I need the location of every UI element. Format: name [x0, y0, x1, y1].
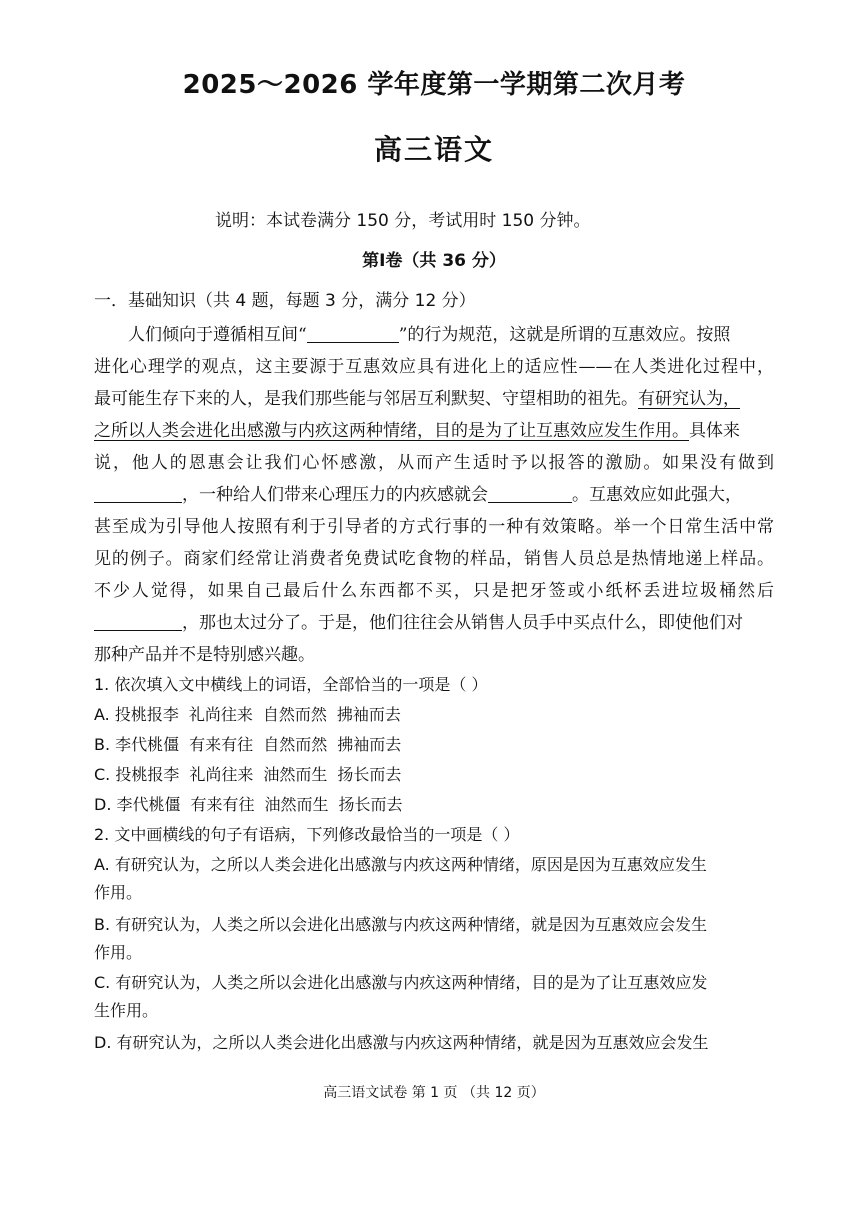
option-word: 油然而生 — [264, 795, 329, 814]
passage-line: 说，他人的恩惠会让我们心怀感激，从而产生适时予以报答的激励。如果没有做到 — [94, 453, 774, 473]
passage-line — [94, 384, 774, 414]
option-word: 有来有往 — [190, 795, 255, 814]
question-1-stem: 1. 依次填入文中横线上的词语，全部恰当的一项是（ ） — [94, 675, 488, 694]
passage-text: 具体来 — [689, 421, 740, 441]
underlined-sentence: 之所以人类会进化出感激与内疚这两种情绪，目的是为了让互惠效应发生作用。 — [94, 421, 689, 441]
option-word: 投桃报李 — [114, 705, 179, 724]
passage-text: ，一种给人们带来心理压力的内疚感就会 — [182, 485, 488, 505]
question-1-option-a — [94, 700, 411, 730]
passage-line — [94, 320, 774, 350]
question-2-option-b: B. 有研究认为，人类之所以会进化出感激与内疚这两种情绪，就是因为互惠效应会发生 — [94, 915, 708, 934]
option-word: 李代桃僵 — [115, 735, 180, 754]
part-heading: 一．基础知识（共 4 题，每题 3 分，满分 12 分） — [94, 291, 476, 311]
option-word: 李代桃僵 — [116, 795, 181, 814]
option-letter: A. — [94, 705, 110, 724]
volume-heading: 第Ⅰ卷（共 36 分） — [362, 251, 506, 271]
question-2-option-a-cont: 作用。 — [94, 883, 143, 902]
passage-line — [94, 608, 774, 638]
option-word: 油然而生 — [263, 765, 328, 784]
exam-title: 2025～2026 学年度第一学期第二次月考 — [182, 70, 686, 100]
option-word: 拂袖而去 — [337, 735, 402, 754]
passage-line: 甚至成为引导他人按照有利于引导者的方式行事的一种有效策略。举一个日常生活中常 — [94, 517, 774, 537]
question-2-option-b-cont: 作用。 — [94, 943, 143, 962]
option-word: 自然而然 — [262, 705, 327, 724]
question-1-option-d — [94, 790, 413, 820]
question-1-option-b — [94, 730, 411, 760]
passage-line — [94, 480, 774, 510]
option-letter: C. — [94, 765, 111, 784]
question-1-option-c — [94, 760, 411, 790]
passage-line: 不少人觉得，如果自己最后什么东西都不买，只是把牙签或小纸杯丢进垃圾桶然后 — [94, 581, 774, 601]
fill-blank-2 — [94, 484, 182, 503]
option-word: 礼尚往来 — [189, 765, 254, 784]
passage-text: 。互惠效应如此强大， — [572, 485, 742, 505]
option-word: 扬长而去 — [338, 795, 403, 814]
passage-text: 人们倾向于遵循相互间“ — [128, 325, 307, 345]
fill-blank-1 — [307, 324, 399, 343]
underlined-sentence: 有研究认为， — [638, 389, 740, 409]
question-2-option-c: C. 有研究认为，人类之所以会进化出感激与内疚这两种情绪，目的是为了让互惠效应发 — [94, 973, 708, 992]
option-word: 拂袖而去 — [336, 705, 401, 724]
passage-text: ”的行为规范，这就是所谓的互惠效应。按照 — [398, 325, 731, 345]
exam-note: 说明：本试卷满分 150 分，考试用时 150 分钟。 — [215, 211, 591, 231]
option-word: 礼尚往来 — [188, 705, 253, 724]
option-word: 投桃报李 — [115, 765, 180, 784]
option-word: 自然而然 — [263, 735, 328, 754]
question-2-option-a: A. 有研究认为，之所以人类会进化出感激与内疚这两种情绪，原因是因为互惠效应发生 — [94, 855, 707, 874]
passage-text: ，那也太过分了。于是，他们往往会从销售人员手中买点什么，即使他们对 — [182, 613, 743, 633]
option-letter: B. — [94, 735, 111, 754]
fill-blank-4 — [94, 612, 182, 631]
option-word: 有来有往 — [189, 735, 254, 754]
passage-text: 最可能生存下来的人，是我们那些能与邻居互利默契、守望相助的祖先。 — [94, 389, 638, 409]
passage-line: 见的例子。商家们经常让消费者免费试吃食物的样品，销售人员总是热情地递上样品。 — [94, 549, 774, 569]
option-word: 扬长而去 — [337, 765, 402, 784]
question-2-option-d: D. 有研究认为，之所以人类会进化出感激与内疚这两种情绪，就是因为互惠效应会发生 — [94, 1033, 709, 1052]
passage-line: 那种产品并不是特别感兴趣。 — [94, 645, 315, 665]
passage-line — [94, 416, 774, 446]
question-2-option-c-cont: 生作用。 — [94, 1001, 159, 1020]
option-letter: D. — [94, 795, 112, 814]
passage-line: 进化心理学的观点，这主要源于互惠效应具有进化上的适应性——在人类进化过程中， — [94, 357, 774, 377]
fill-blank-3 — [488, 484, 572, 503]
question-2-stem: 2. 文中画横线的句子有语病，下列修改最恰当的一项是（ ） — [94, 825, 520, 844]
subject-title: 高三语文 — [373, 133, 494, 166]
page-footer: 高三语文试卷 第 1 页 （共 12 页） — [323, 1085, 545, 1101]
